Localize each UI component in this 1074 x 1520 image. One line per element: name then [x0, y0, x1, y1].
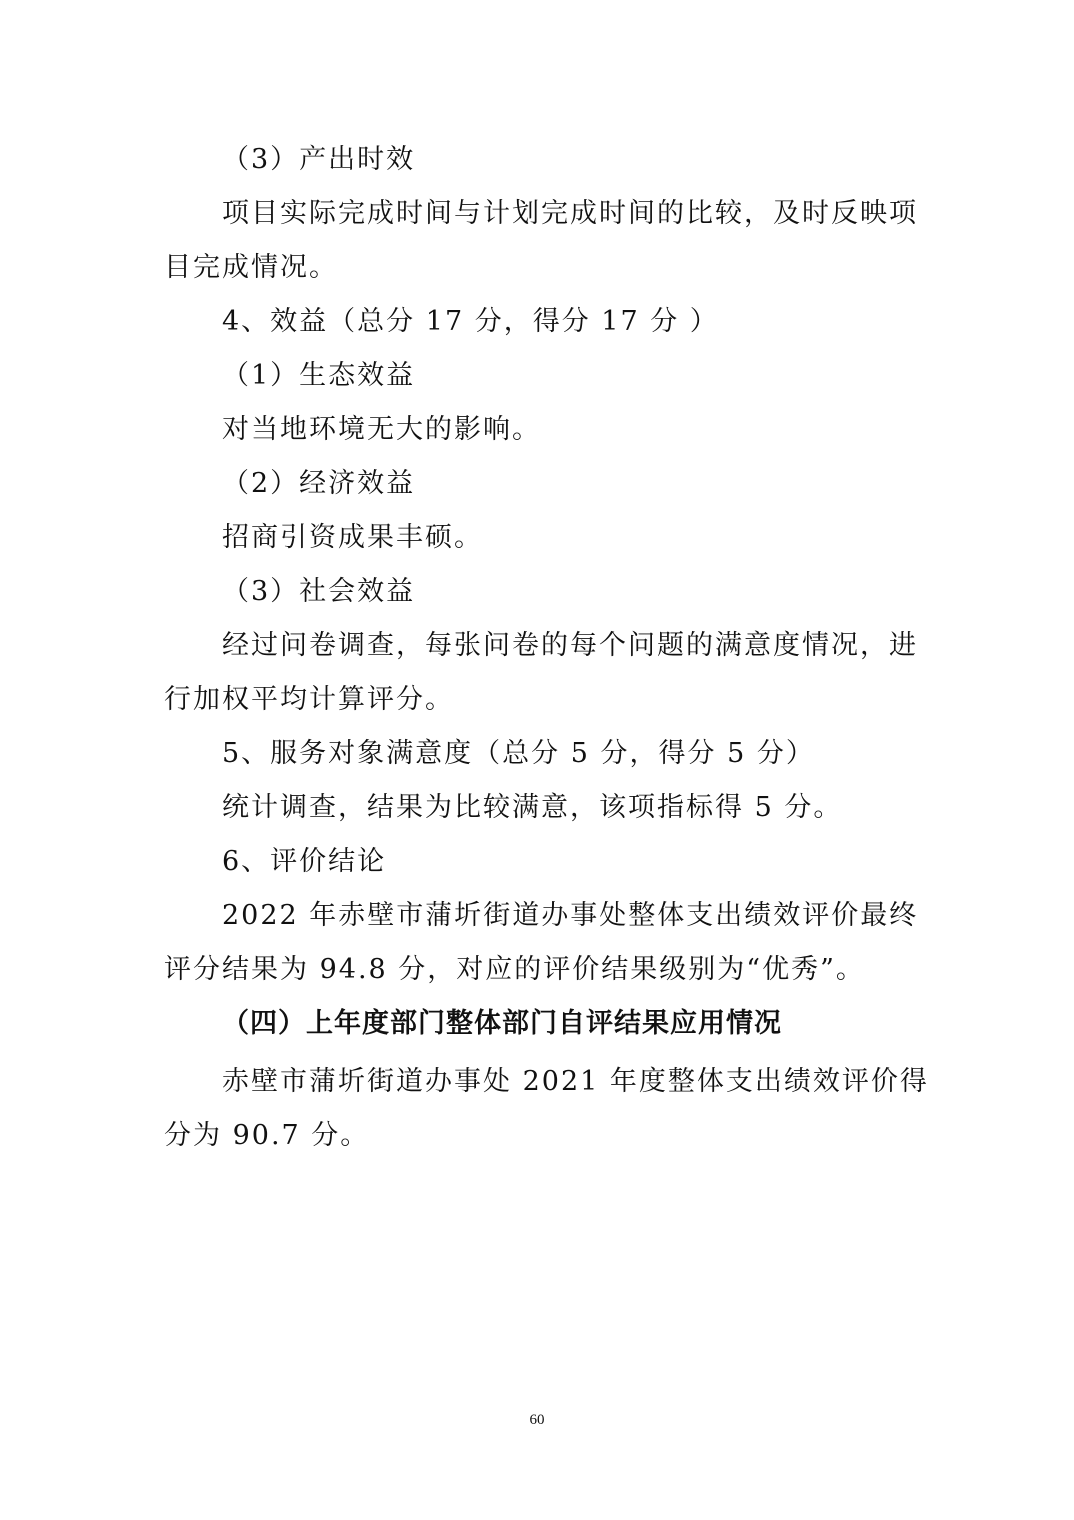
paragraph-timeliness-line-2: 目完成情况。	[164, 252, 338, 283]
paragraph-social-benefit-line-2: 行加权平均计算评分。	[164, 684, 454, 715]
subheading-economic-benefit: （2）经济效益	[222, 468, 416, 499]
subheading-ecological-benefit: （1）生态效益	[222, 360, 416, 391]
heading-evaluation-conclusion: 6、评价结论	[222, 846, 387, 877]
heading-benefits: 4、效益（总分 17 分，得分 17 分 ）	[222, 306, 719, 337]
paragraph-previous-year-line-2: 分为 90.7 分。	[164, 1120, 370, 1151]
heading-previous-year-results: （四）上年度部门整体部门自评结果应用情况	[222, 1008, 782, 1039]
heading-service-satisfaction: 5、服务对象满意度（总分 5 分，得分 5 分）	[222, 738, 815, 769]
paragraph-conclusion-line-2: 评分结果为 94.8 分，对应的评价结果级别为“优秀”。	[164, 954, 865, 985]
subheading-social-benefit: （3）社会效益	[222, 576, 416, 607]
paragraph-ecological-benefit: 对当地环境无大的影响。	[222, 414, 541, 445]
paragraph-economic-benefit: 招商引资成果丰硕。	[222, 522, 483, 553]
subheading-output-timeliness: （3）产出时效	[222, 144, 416, 175]
paragraph-service-satisfaction: 统计调查，结果为比较满意，该项指标得 5 分。	[222, 792, 843, 823]
paragraph-previous-year-line-1: 赤壁市蒲圻街道办事处 2021 年度整体支出绩效评价得	[222, 1066, 929, 1097]
paragraph-timeliness-line-1: 项目实际完成时间与计划完成时间的比较，及时反映项	[222, 198, 918, 229]
page-number: 60	[529, 1412, 545, 1428]
paragraph-social-benefit-line-1: 经过问卷调查，每张问卷的每个问题的满意度情况，进	[222, 630, 918, 661]
paragraph-conclusion-line-1: 2022 年赤壁市蒲圻街道办事处整体支出绩效评价最终	[222, 900, 919, 931]
